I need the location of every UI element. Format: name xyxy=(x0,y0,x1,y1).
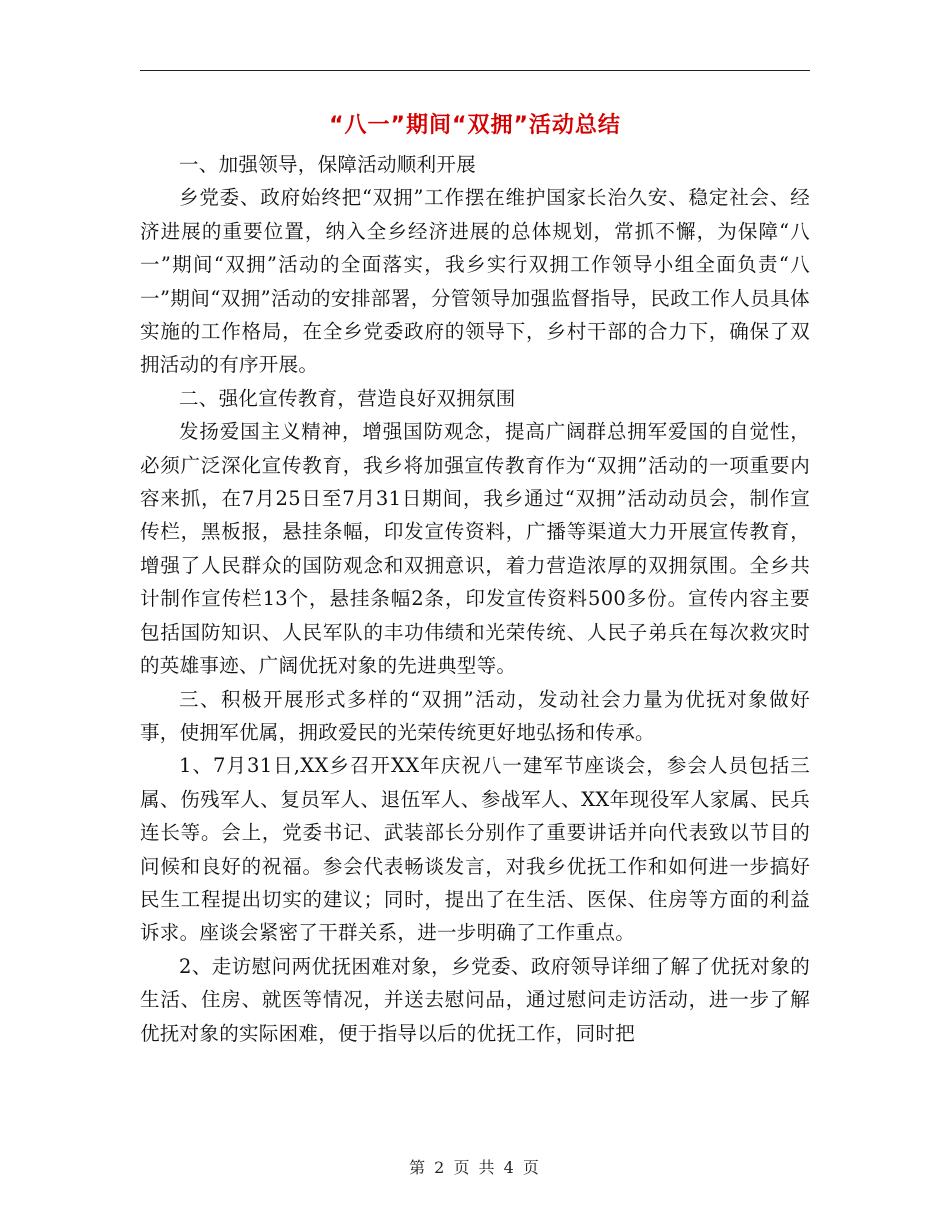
body-paragraph: 1、7月31日,XX乡召开XX年庆祝八一建军节座谈会，参会人员包括三属、伤残军人、复员军人、退伍军人、参战军人、XX年现役军人家属、民兵连长等。会上，党委书记、武装部长分别作了重要讲话并向代表致以节目的问候和良好的祝福。参会代表畅谈发言，对我乡优抚工作和如何进一步搞好民生工程提出切实的建议；同时，提出了在生活、医保、住房等方面的利益诉求。座谈会紧密了干群关系，进一步明确了工作重点。 xyxy=(140,754,810,945)
body-paragraph: 乡党委、政府始终把“双拥”工作摆在维护国家长治久安、稳定社会、经济进展的重要位置，纳入全乡经济进展的总体规划，常抓不懈，为保障“八一”期间“双拥”活动的全面落实，我乡实行双拥工作领导小组全面负责“八一”期间“双拥”活动的安排部署，分管领导加强监督指导，民政工作人员具体实施的工作格局，在全乡党委政府的领导下，乡村干部的合力下，确保了双拥活动的有序开展。 xyxy=(140,186,810,377)
document-body xyxy=(140,148,810,1050)
page-footer: 第 2 页 共 4 页 xyxy=(409,1158,541,1177)
body-paragraph: 2、走访慰问两优抚困难对象，乡党委、政府领导详细了解了优抚对象的生活、住房、就医等情况，并送去慰问品，通过慰问走访活动，进一步了解优抚对象的实际困难，便于指导以后的优抚工作，同时把 xyxy=(140,954,810,1045)
section-heading-3: 三、积极开展形式多样的“双拥”活动，发动社会力量为优抚对象做好事，使拥军优属，拥政爱民的光荣传统更好地弘扬和传承。 xyxy=(140,687,810,744)
header-rule xyxy=(140,70,810,71)
body-paragraph: 发扬爱国主义精神，增强国防观念，提高广阔群总拥军爱国的自觉性，必须广泛深化宣传教育，我乡将加强宣传教育作为“双拥”活动的一项重要内容来抓，在7月25日至7月31日期间，我乡通过“双拥”活动动员会，制作宣传栏，黑板报，悬挂条幅，印发宣传资料，广播等渠道大力开展宣传教育，增强了人民群众的国防观念和双拥意识，着力营造浓厚的双拥氛围。全乡共计制作宣传栏13个，悬挂条幅2条，印发宣传资料500多份。宣传内容主要包括国防知识、人民军队的丰功伟绩和光荣传统、人民子弟兵在每次救灾时的英雄事迹、广阔优抚对象的先进典型等。 xyxy=(140,420,810,678)
section-heading-2: 二、强化宣传教育，营造良好双拥氛围 xyxy=(179,386,516,410)
document-title: “八一”期间“双拥”活动总结 xyxy=(329,113,621,138)
section-heading-1: 一、加强领导，保障活动顺利开展 xyxy=(179,153,477,176)
